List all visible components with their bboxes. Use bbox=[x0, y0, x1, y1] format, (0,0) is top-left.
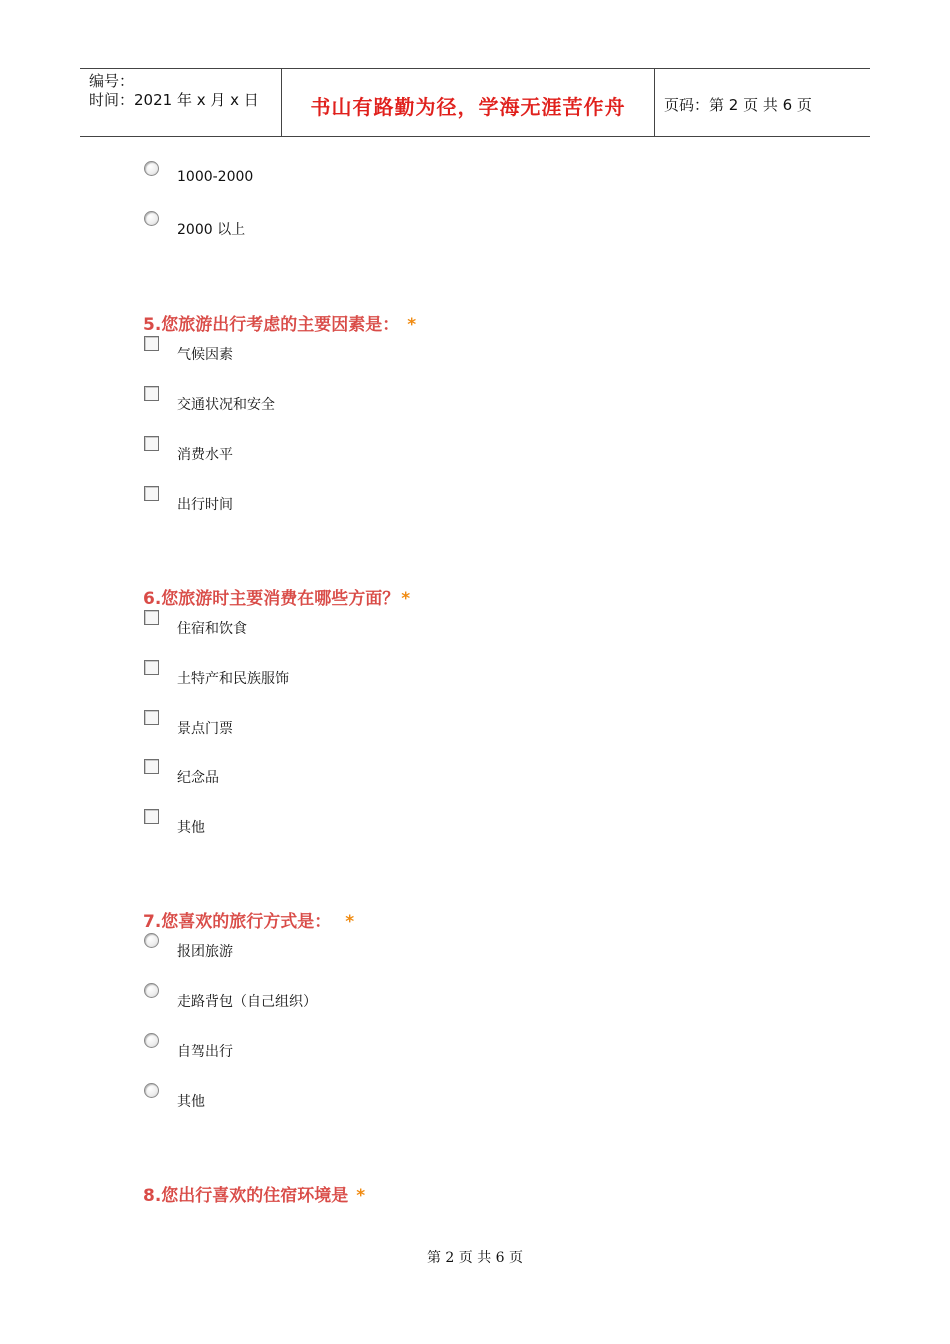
required-star: * bbox=[356, 1186, 366, 1206]
date-label: 时间：2021 年 x 月 x 日 bbox=[89, 91, 259, 109]
question-8-title bbox=[143, 1181, 365, 1206]
checkbox[interactable] bbox=[144, 660, 159, 675]
header-page-cell bbox=[655, 69, 870, 136]
option-label: 景点门票 bbox=[177, 721, 233, 737]
required-star: * bbox=[345, 912, 355, 932]
radio-button[interactable] bbox=[144, 1033, 159, 1048]
option-label: 交通状况和安全 bbox=[177, 397, 275, 413]
question-7-title bbox=[143, 907, 354, 932]
question-text: 5.您旅游出行考虑的主要因素是： bbox=[143, 315, 400, 335]
option-label: 纪念品 bbox=[177, 770, 219, 786]
checkbox[interactable] bbox=[144, 486, 159, 501]
option-label: 报团旅游 bbox=[177, 944, 233, 960]
radio-button[interactable] bbox=[144, 211, 159, 226]
checkbox[interactable] bbox=[144, 809, 159, 824]
checkbox[interactable] bbox=[144, 436, 159, 451]
checkbox[interactable] bbox=[144, 759, 159, 774]
question-text: 7.您喜欢的旅行方式是： bbox=[143, 912, 332, 932]
checkbox[interactable] bbox=[144, 386, 159, 401]
page-footer: 第 2 页 共 6 页 bbox=[426, 1250, 524, 1266]
option-label: 自驾出行 bbox=[177, 1044, 233, 1060]
checkbox[interactable] bbox=[144, 336, 159, 351]
option-label: 1000-2000 bbox=[177, 169, 254, 185]
radio-button[interactable] bbox=[144, 1083, 159, 1098]
option-label: 消费水平 bbox=[177, 447, 233, 463]
option-label: 出行时间 bbox=[177, 497, 233, 513]
checkbox[interactable] bbox=[144, 610, 159, 625]
required-star: * bbox=[407, 315, 417, 335]
option-label: 土特产和民族服饰 bbox=[177, 671, 289, 687]
option-label: 其他 bbox=[177, 1094, 205, 1110]
motto: 书山有路勤为径，学海无涯苦作舟 bbox=[310, 95, 626, 119]
page-info: 页码：第 2 页 共 6 页 bbox=[664, 96, 812, 114]
question-6-title bbox=[143, 584, 410, 609]
checkbox[interactable] bbox=[144, 710, 159, 725]
option-label: 其他 bbox=[177, 820, 205, 836]
option-label: 2000 以上 bbox=[177, 222, 246, 238]
page-header bbox=[80, 68, 870, 137]
radio-button[interactable] bbox=[144, 161, 159, 176]
question-text: 8.您出行喜欢的住宿环境是 bbox=[143, 1186, 349, 1206]
required-star: * bbox=[401, 589, 411, 609]
option-label: 住宿和饮食 bbox=[177, 621, 247, 637]
question-text: 6.您旅游时主要消费在哪些方面？ bbox=[143, 589, 400, 609]
option-label: 气候因素 bbox=[177, 347, 233, 363]
header-motto-cell bbox=[282, 69, 655, 136]
radio-button[interactable] bbox=[144, 983, 159, 998]
option-label: 走路背包（自己组织） bbox=[177, 994, 317, 1010]
question-5-title bbox=[143, 310, 416, 335]
radio-button[interactable] bbox=[144, 933, 159, 948]
serial-label: 编号： bbox=[89, 72, 135, 90]
header-meta-cell bbox=[80, 69, 282, 136]
